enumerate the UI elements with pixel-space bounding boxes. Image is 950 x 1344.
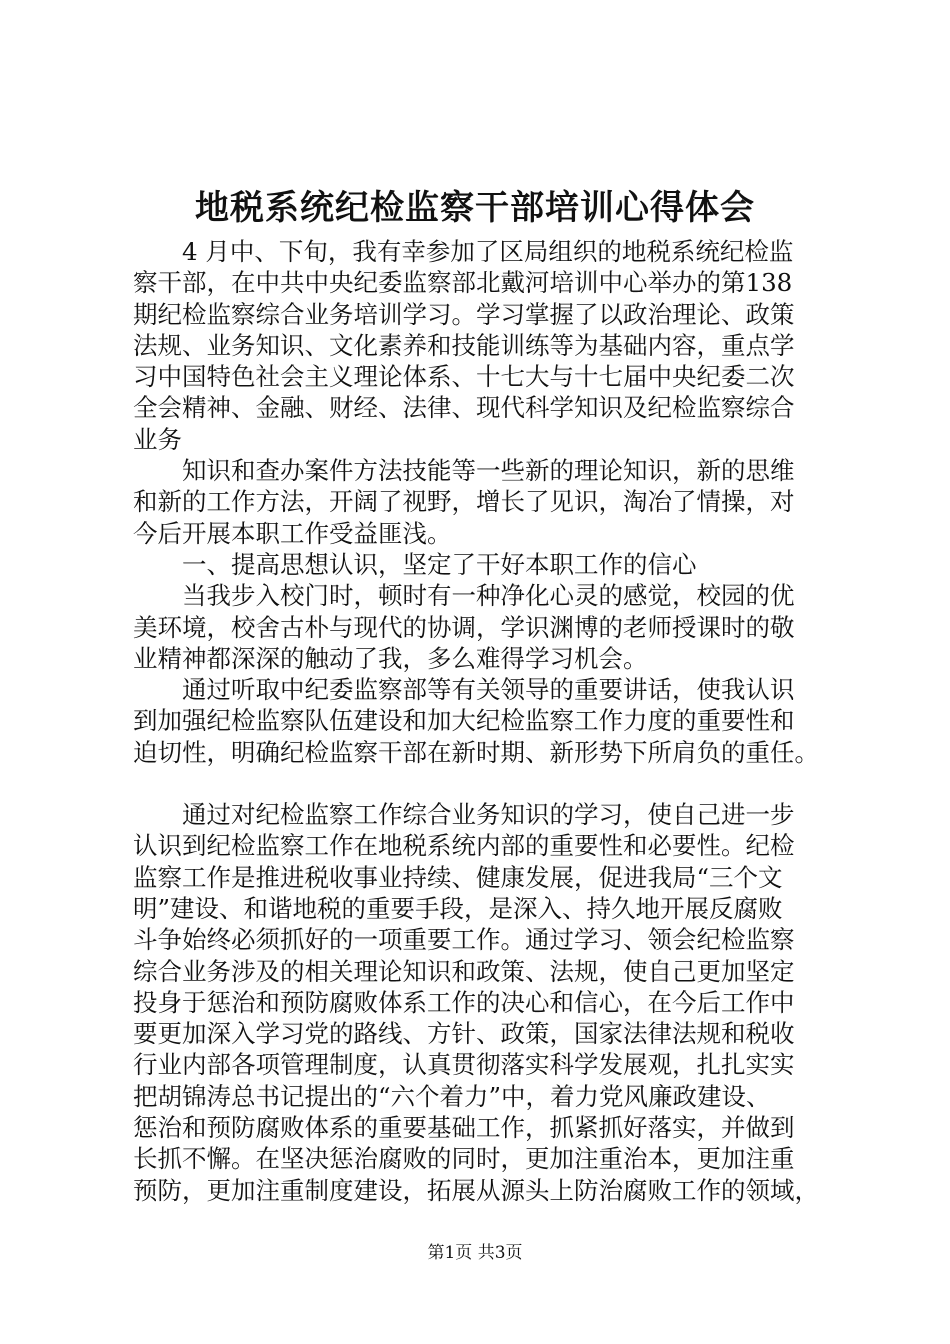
paragraph-spacer — [133, 768, 833, 799]
text-line: 投身于惩治和预防腐败体系工作的决心和信心，在今后工作中 — [133, 987, 795, 1017]
text-line: 全会精神、金融、财经、法律、现代科学知识及纪检监察综合 — [133, 393, 795, 423]
text-line: 斗争始终必须抓好的一项重要工作。通过学习、领会纪检监察 — [133, 925, 795, 955]
paragraph-2 — [133, 455, 833, 549]
paragraph-1 — [133, 236, 833, 455]
text-line: 业务 — [133, 424, 182, 454]
text-line: 4 月中、下旬，我有幸参加了区局组织的地税系统纪检监 — [133, 237, 794, 266]
page-footer: 第1页 共3页 — [427, 1243, 523, 1263]
section-heading — [133, 549, 833, 580]
paragraph-3 — [133, 580, 833, 674]
text-line: 一、提高思想认识，坚定了干好本职工作的信心 — [133, 549, 697, 579]
text-line: 今后开展本职工作受益匪浅。 — [133, 518, 452, 548]
text-line: 期纪检监察综合业务培训学习。学习掌握了以政治理论、政策 — [133, 299, 795, 329]
text-line: 当我步入校门时，顿时有一种净化心灵的感觉，校园的优 — [133, 581, 795, 611]
text-line: 法规、业务知识、文化素养和技能训练等为基础内容，重点学 — [133, 330, 795, 360]
text-line: 认识到纪检监察工作在地税系统内部的重要性和必要性。纪检 — [133, 831, 795, 861]
text-line: 通过对纪检监察工作综合业务知识的学习，使自己进一步 — [133, 800, 795, 830]
document-body — [133, 236, 833, 1206]
paragraph-4 — [133, 674, 833, 768]
text-line: 明”建设、和谐地税的重要手段，是深入、持久地开展反腐败 — [133, 893, 783, 923]
text-line: 通过听取中纪委监察部等有关领导的重要讲话，使我认识 — [133, 675, 795, 705]
text-line: 要更加深入学习党的路线、方针、政策，国家法律法规和税收 — [133, 1019, 795, 1049]
text-line: 和新的工作方法，开阔了视野，增长了见识，淘冶了情操，对 — [133, 487, 795, 517]
text-line: 知识和查办案件方法技能等一些新的理论知识，新的思维 — [133, 456, 795, 486]
text-line: 综合业务涉及的相关理论知识和政策、法规，使自己更加坚定 — [133, 956, 795, 986]
text-line: 预防，更加注重制度建设，拓展从源头上防治腐败工作的领域， — [133, 1175, 819, 1205]
text-line: 习中国特色社会主义理论体系、十七大与十七届中央纪委二次 — [133, 362, 795, 392]
text-line: 行业内部各项管理制度，认真贯彻落实科学发展观，扎扎实实 — [133, 1050, 795, 1080]
text-line: 惩治和预防腐败体系的重要基础工作，抓紧抓好落实，并做到 — [133, 1113, 795, 1143]
paragraph-5 — [133, 799, 833, 1206]
text-line: 长抓不懈。在坚决惩治腐败的同时，更加注重治本，更加注重 — [133, 1144, 795, 1174]
text-line: 美环境，校舍古朴与现代的协调，学识渊博的老师授课时的敬 — [133, 612, 795, 642]
text-line: 到加强纪检监察队伍建设和加大纪检监察工作力度的重要性和 — [133, 706, 795, 736]
text-line: 把胡锦涛总书记提出的“六个着力”中，着力党风廉政建设、 — [133, 1081, 771, 1111]
text-line: 察干部，在中共中央纪委监察部北戴河培训中心举办的第138 — [133, 268, 793, 298]
text-line: 业精神都深深的触动了我，多么难得学习机会。 — [133, 643, 648, 673]
text-line: 迫切性，明确纪检监察干部在新时期、新形势下所肩负的重任。 — [133, 737, 819, 767]
text-line: 监察工作是推进税收事业持续、健康发展，促进我局“三个文 — [133, 862, 783, 892]
document-title: 地税系统纪检监察干部培训心得体会 — [195, 188, 755, 228]
